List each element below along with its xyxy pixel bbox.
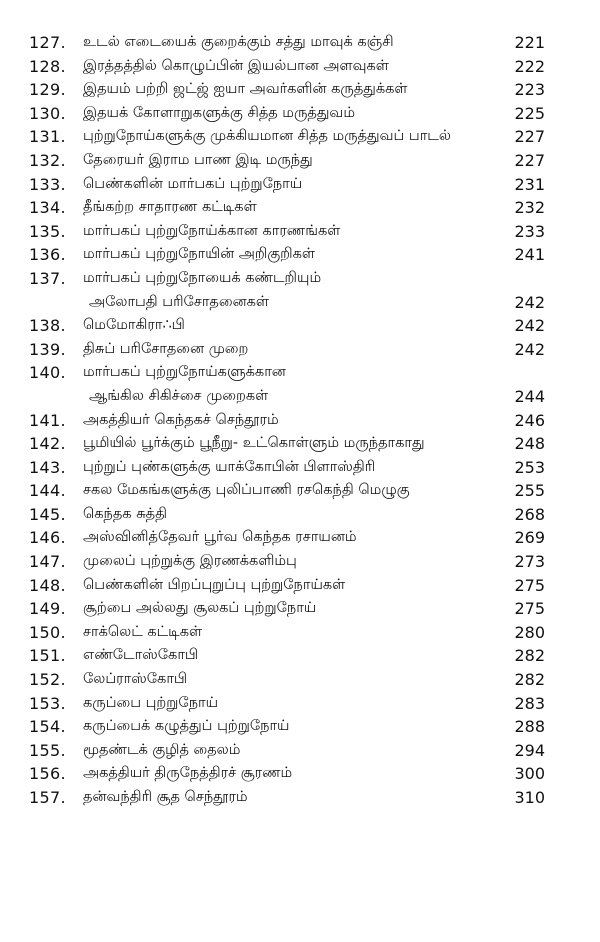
entry-title: சூற்பை அல்லது சூலகப் புற்றுநோய் xyxy=(83,600,317,617)
toc-entry xyxy=(0,479,600,503)
entry-page-number: 222 xyxy=(514,56,545,76)
entry-title: உடல் எடையைக் குறைக்கும் சத்து மாவுக் கஞ்சி xyxy=(83,34,394,50)
entry-number: 136. xyxy=(29,245,66,265)
toc-entry xyxy=(0,668,600,692)
entry-number: 131. xyxy=(29,127,66,147)
entry-number: 134. xyxy=(29,198,66,218)
entry-number: 141. xyxy=(29,410,66,430)
entry-page-number: 242 xyxy=(514,339,545,359)
entry-page-number: 233 xyxy=(514,221,545,241)
entry-number: 128. xyxy=(29,56,66,76)
entry-page-number: 288 xyxy=(514,717,545,737)
entry-number: 155. xyxy=(29,740,66,760)
entry-number: 146. xyxy=(29,528,66,548)
entry-number: 139. xyxy=(29,339,66,359)
entry-title: அகத்தியர் கெந்தகச் செந்தூரம் xyxy=(83,411,279,428)
entry-title: மார்பகப் புற்றுநோய்க்கான காரணங்கள் xyxy=(83,222,341,239)
toc-entry xyxy=(0,456,600,480)
entry-number: 148. xyxy=(29,575,66,595)
entry-page-number: 275 xyxy=(514,599,545,619)
entry-title: எண்டோஸ்கோபி xyxy=(83,647,199,664)
toc-entry xyxy=(0,385,600,409)
entry-number: 140. xyxy=(29,363,66,383)
toc-entry xyxy=(0,762,600,786)
entry-title: லேப்ராஸ்கோபி xyxy=(83,671,188,688)
toc-entry xyxy=(0,220,600,244)
toc-entry xyxy=(0,361,600,385)
entry-title: புற்றுநோய்களுக்கு முக்கியமான சித்த மருத்துவப் பாடல் xyxy=(83,128,451,145)
toc-entry xyxy=(0,149,600,173)
entry-number: 127. xyxy=(29,33,66,52)
entry-title: கருப்பை புற்றுநோய் xyxy=(83,694,219,711)
entry-title: பூமியில் பூர்க்கும் பூநீறு- உட்கொள்ளும் மருந்தாகாது xyxy=(83,435,425,452)
entry-title: தன்வந்திரி சூத செந்தூரம் xyxy=(83,789,248,805)
entry-title: இரத்தத்தில் கொழுப்பின் இயல்பான அளவுகள் xyxy=(83,57,389,74)
entry-page-number: 269 xyxy=(514,528,545,548)
entry-page-number: 242 xyxy=(514,316,545,336)
entry-number: 133. xyxy=(29,174,66,194)
entry-title: இதயக் கோளாறுகளுக்கு சித்த மருத்துவம் xyxy=(83,104,355,121)
entry-number: 142. xyxy=(29,434,66,454)
entry-number: 137. xyxy=(29,268,66,288)
entry-page-number: 282 xyxy=(514,646,545,666)
toc-entry xyxy=(0,173,600,197)
toc-entry xyxy=(0,597,600,621)
toc-entry xyxy=(0,125,600,149)
entry-page-number: 227 xyxy=(514,150,545,170)
entry-number: 147. xyxy=(29,552,66,572)
entry-title: மெமோகிரா∴பி xyxy=(83,317,185,334)
toc-entry xyxy=(0,196,600,220)
entry-title: அஸ்வினித்தேவர் பூர்வ கெந்தக ரசாயனம் xyxy=(83,529,357,546)
entry-page-number: 300 xyxy=(514,764,545,784)
entry-title: அலோபதி பரிசோதனைகள் xyxy=(89,293,270,310)
toc-entry xyxy=(0,503,600,527)
entry-page-number: 225 xyxy=(514,103,545,123)
entry-title: சாக்லெட் கட்டிகள் xyxy=(83,623,203,640)
toc-entry xyxy=(0,338,600,362)
entry-page-number: 282 xyxy=(514,670,545,690)
entry-title: மூதண்டக் குழித் தைலம் xyxy=(83,741,241,758)
entry-page-number: 231 xyxy=(514,174,545,194)
toc-entry xyxy=(0,692,600,716)
toc-entry xyxy=(0,31,600,55)
toc-entry xyxy=(0,243,600,267)
entry-page-number: 223 xyxy=(514,80,545,100)
entry-title: புற்றுப் புண்களுக்கு யாக்கோபின் பிளாஸ்திரி xyxy=(83,458,376,475)
toc-entry xyxy=(0,267,600,291)
entry-number: 154. xyxy=(29,717,66,737)
toc-entry xyxy=(0,102,600,126)
entry-title: திசுப் பரிசோதனை முறை xyxy=(83,340,249,357)
entry-number: 145. xyxy=(29,504,66,524)
entry-page-number: 244 xyxy=(514,386,545,406)
entry-title: ஆங்கில சிகிச்சை முறைகள் xyxy=(89,387,269,404)
entry-title: மார்பகப் புற்றுநோய்களுக்கான xyxy=(83,364,286,381)
entry-number: 144. xyxy=(29,481,66,501)
entry-page-number: 255 xyxy=(514,481,545,501)
toc-entry xyxy=(0,314,600,338)
toc-entry xyxy=(0,78,600,102)
toc-entry xyxy=(0,55,600,79)
toc-entry xyxy=(0,291,600,315)
entry-number: 138. xyxy=(29,316,66,336)
entry-title: தேரையர் இராம பாண இடி மருந்து xyxy=(83,151,313,168)
entry-page-number: 273 xyxy=(514,552,545,572)
entry-page-number: 221 xyxy=(514,33,545,52)
entry-page-number: 275 xyxy=(514,575,545,595)
entry-number: 152. xyxy=(29,670,66,690)
entry-title: பெண்களின் பிறப்புறுப்பு புற்றுநோய்கள் xyxy=(83,576,346,593)
toc-entry xyxy=(0,644,600,668)
entry-page-number: 227 xyxy=(514,127,545,147)
table-of-contents xyxy=(0,31,600,810)
entry-number: 153. xyxy=(29,693,66,713)
entry-page-number: 310 xyxy=(514,788,545,807)
entry-page-number: 268 xyxy=(514,504,545,524)
entry-page-number: 246 xyxy=(514,410,545,430)
toc-entry xyxy=(0,786,600,810)
entry-number: 150. xyxy=(29,622,66,642)
entry-number: 129. xyxy=(29,80,66,100)
entry-number: 156. xyxy=(29,764,66,784)
entry-page-number: 294 xyxy=(514,740,545,760)
entry-page-number: 253 xyxy=(514,457,545,477)
entry-number: 132. xyxy=(29,150,66,170)
entry-title: இதயம் பற்றி ஜட்ஜ் ஐயா அவர்களின் கருத்துக்கள் xyxy=(83,81,408,98)
entry-title: சகல மேகங்களுக்கு புலிப்பாணி ரசகெந்தி மெழுகு xyxy=(83,482,410,499)
entry-number: 135. xyxy=(29,221,66,241)
entry-title: பெண்களின் மார்பகப் புற்றுநோய் xyxy=(83,175,303,192)
entry-title: தீங்கற்ற சாதாரண கட்டிகள் xyxy=(83,199,257,216)
entry-number: 151. xyxy=(29,646,66,666)
entry-title: மார்பகப் புற்றுநோயைக் கண்டறியும் xyxy=(83,269,322,286)
entry-number: 130. xyxy=(29,103,66,123)
entry-page-number: 248 xyxy=(514,434,545,454)
entry-title: முலைப் புற்றுக்கு இரணக்களிம்பு xyxy=(83,553,297,570)
entry-number: 149. xyxy=(29,599,66,619)
entry-number: 143. xyxy=(29,457,66,477)
toc-entry xyxy=(0,621,600,645)
toc-entry xyxy=(0,526,600,550)
toc-entry xyxy=(0,409,600,433)
entry-page-number: 283 xyxy=(514,693,545,713)
toc-entry xyxy=(0,574,600,598)
entry-page-number: 232 xyxy=(514,198,545,218)
entry-title: மார்பகப் புற்றுநோயின் அறிகுறிகள் xyxy=(83,246,316,263)
entry-title: அகத்தியர் திருநேத்திரச் சூரணம் xyxy=(83,765,293,782)
entry-page-number: 242 xyxy=(514,292,545,312)
toc-entry xyxy=(0,715,600,739)
entry-number: 157. xyxy=(29,788,66,807)
entry-title: கருப்பைக் கழுத்துப் புற்றுநோய் xyxy=(83,718,290,735)
toc-entry xyxy=(0,432,600,456)
entry-page-number: 241 xyxy=(514,245,545,265)
toc-entry xyxy=(0,739,600,763)
entry-title: கெந்தக சுத்தி xyxy=(83,505,167,522)
toc-entry xyxy=(0,550,600,574)
entry-page-number: 280 xyxy=(514,622,545,642)
